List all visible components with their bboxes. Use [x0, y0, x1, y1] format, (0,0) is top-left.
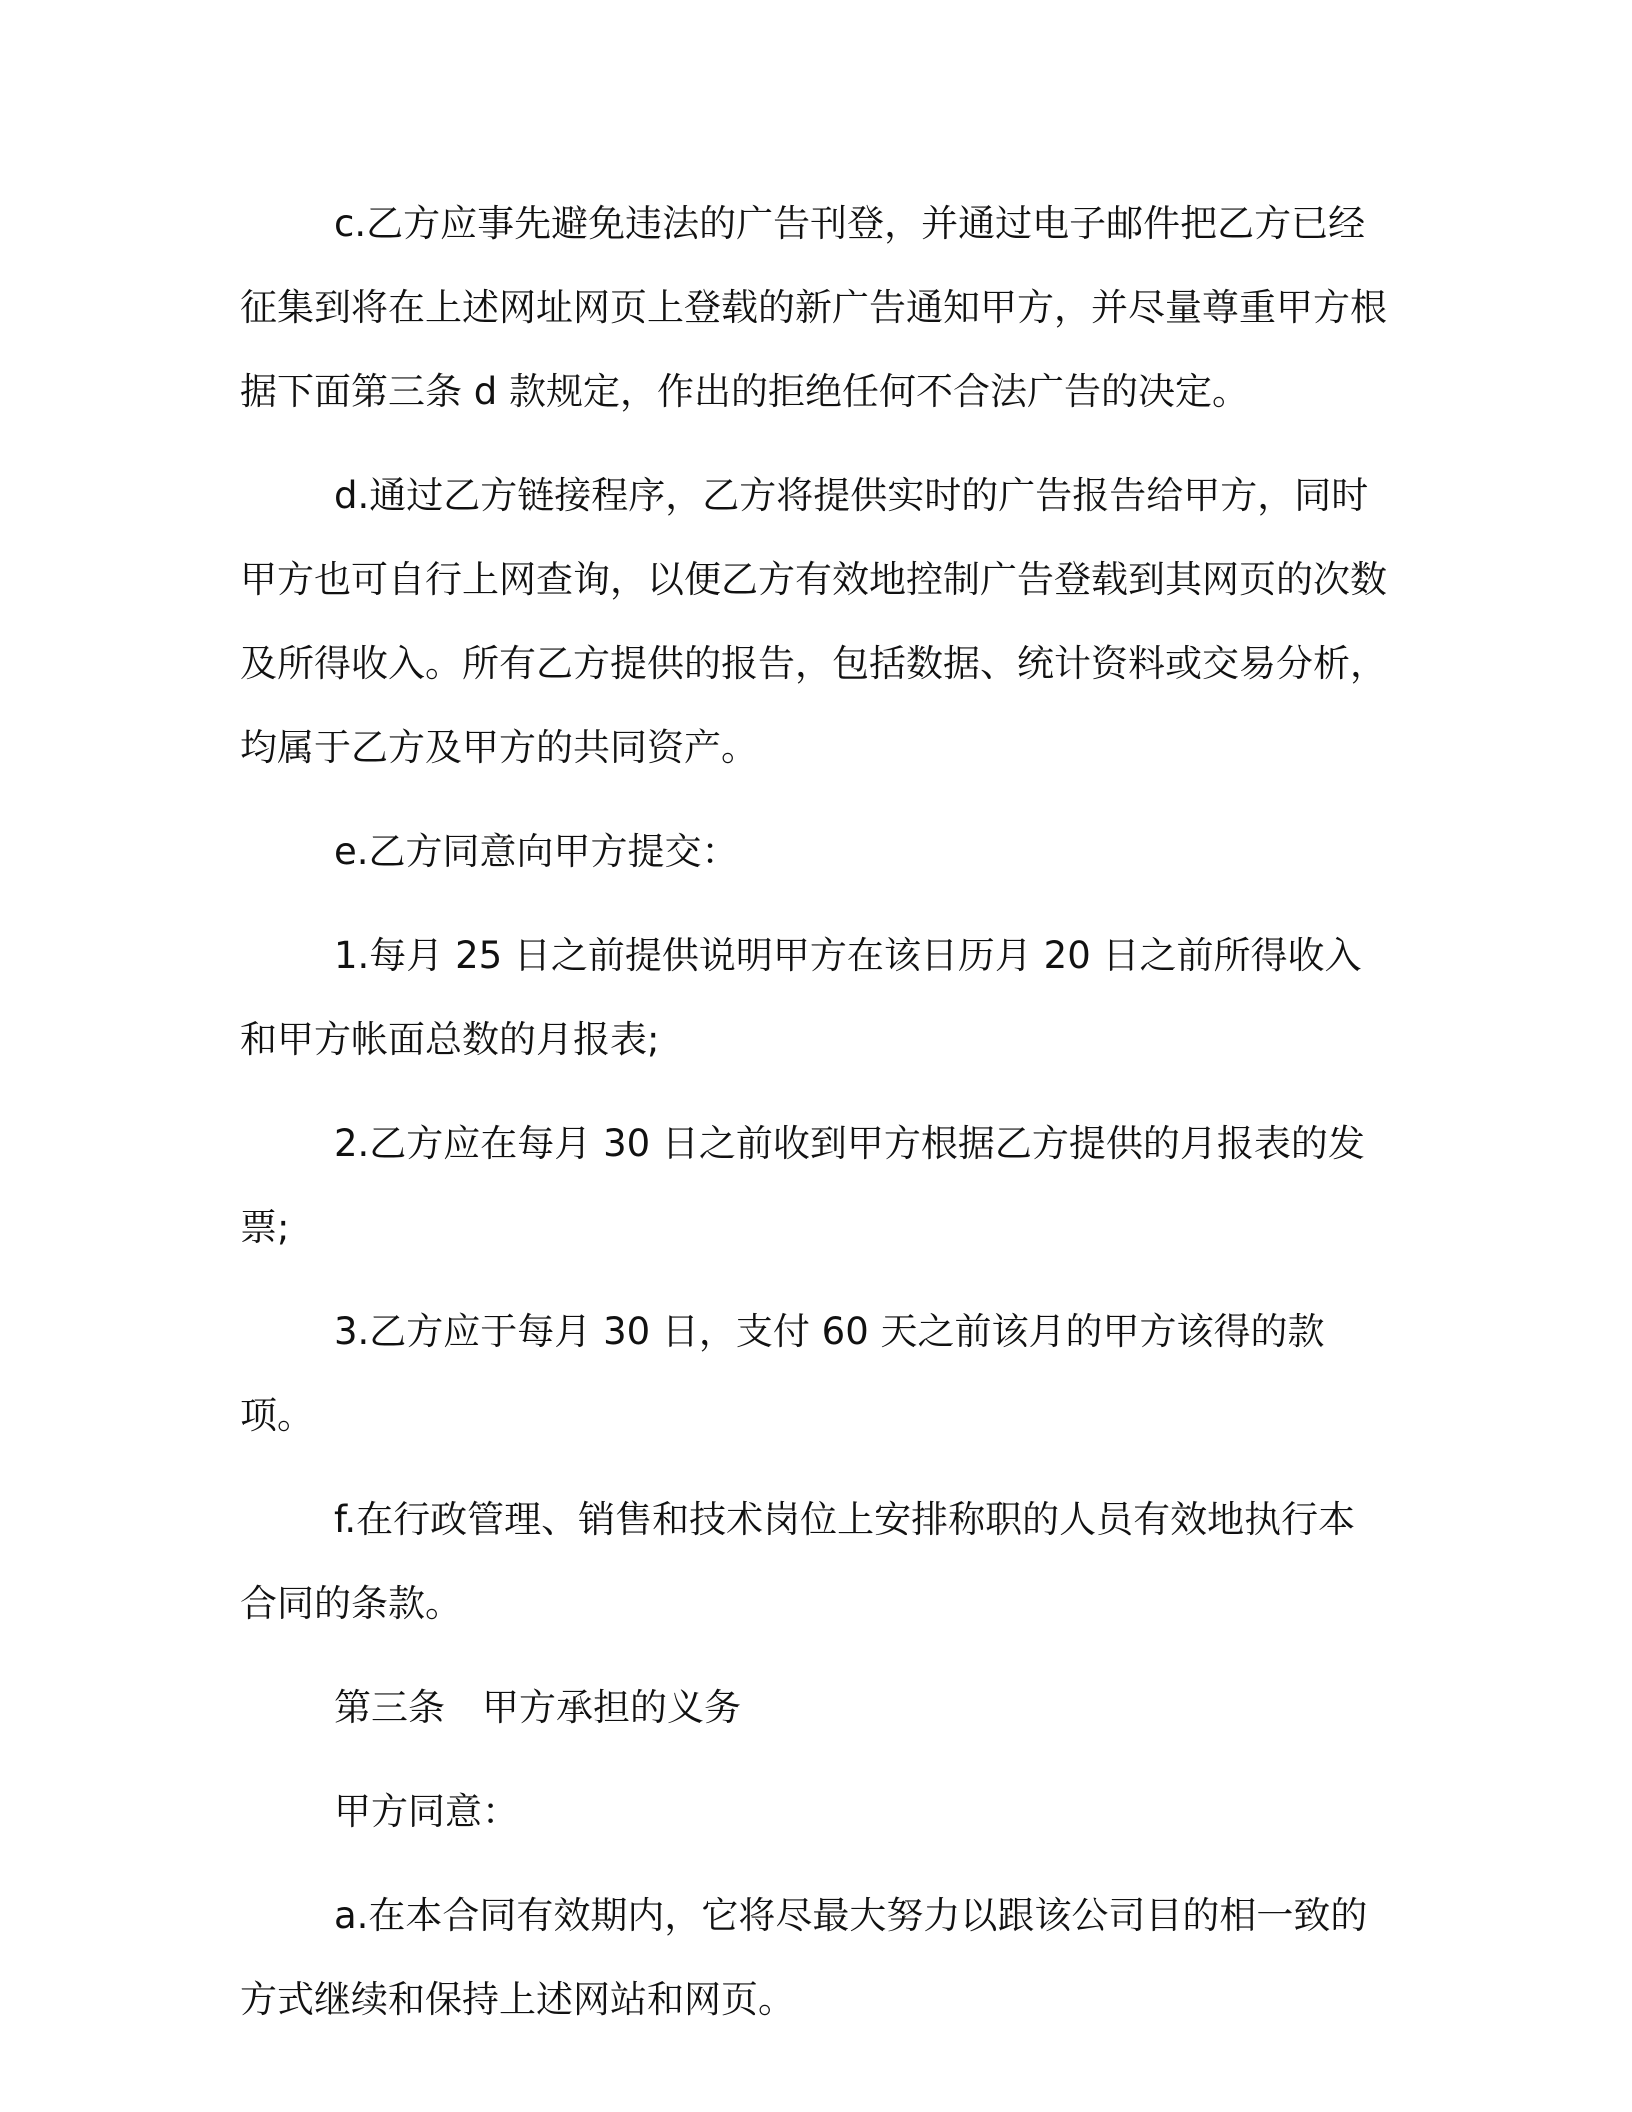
item-1-paragraph: 1.每月 25 日之前提供说明甲方在该日历月 20 日之前所得收入和甲方帐面总数的月报表;: [240, 934, 1362, 1061]
paragraph-gap: [240, 1458, 1390, 1478]
paragraph-gap: [240, 1854, 1390, 1874]
document-body: [240, 182, 1390, 2042]
article-three-heading: 第三条 甲方承担的义务: [334, 1686, 741, 1729]
clause-c-paragraph: c.乙方应事先避免违法的广告刊登，并通过电子邮件把乙方已经征集到将在上述网址网页上登载的新广告通知甲方，并尽量尊重甲方根据下面第三条 d 款规定，作出的拒绝任何不合法广告的决定。: [240, 202, 1387, 413]
paragraph-gap: [240, 894, 1390, 914]
item-2-paragraph: 2.乙方应在每月 30 日之前收到甲方根据乙方提供的月报表的发票;: [240, 1122, 1365, 1249]
clause-e-paragraph: e.乙方同意向甲方提交：: [334, 830, 739, 873]
paragraph-gap: [240, 434, 1390, 454]
clause-f-paragraph: f.在行政管理、销售和技术岗位上安排称职的人员有效地执行本合同的条款。: [240, 1498, 1356, 1625]
paragraph-gap: [240, 1750, 1390, 1770]
party-a-agrees-paragraph: 甲方同意：: [334, 1790, 519, 1833]
clause-d-paragraph: d.通过乙方链接程序，乙方将提供实时的广告报告给甲方，同时甲方也可自行上网查询，以便乙方有效地控制广告登载到其网页的次数及所得收入。所有乙方提供的报告，包括数据、统计资料或交易分析，均属于乙方及甲方的共同资产。: [240, 474, 1387, 769]
paragraph-gap: [240, 1646, 1390, 1666]
clause-a-paragraph: a.在本合同有效期内，它将尽最大努力以跟该公司目的相一致的方式继续和保持上述网站和网页。: [240, 1894, 1368, 2021]
item-3-paragraph: 3.乙方应于每月 30 日，支付 60 天之前该月的甲方该得的款项。: [240, 1310, 1325, 1437]
paragraph-gap: [240, 790, 1390, 810]
paragraph-gap: [240, 1082, 1390, 1102]
paragraph-gap: [240, 1270, 1390, 1290]
